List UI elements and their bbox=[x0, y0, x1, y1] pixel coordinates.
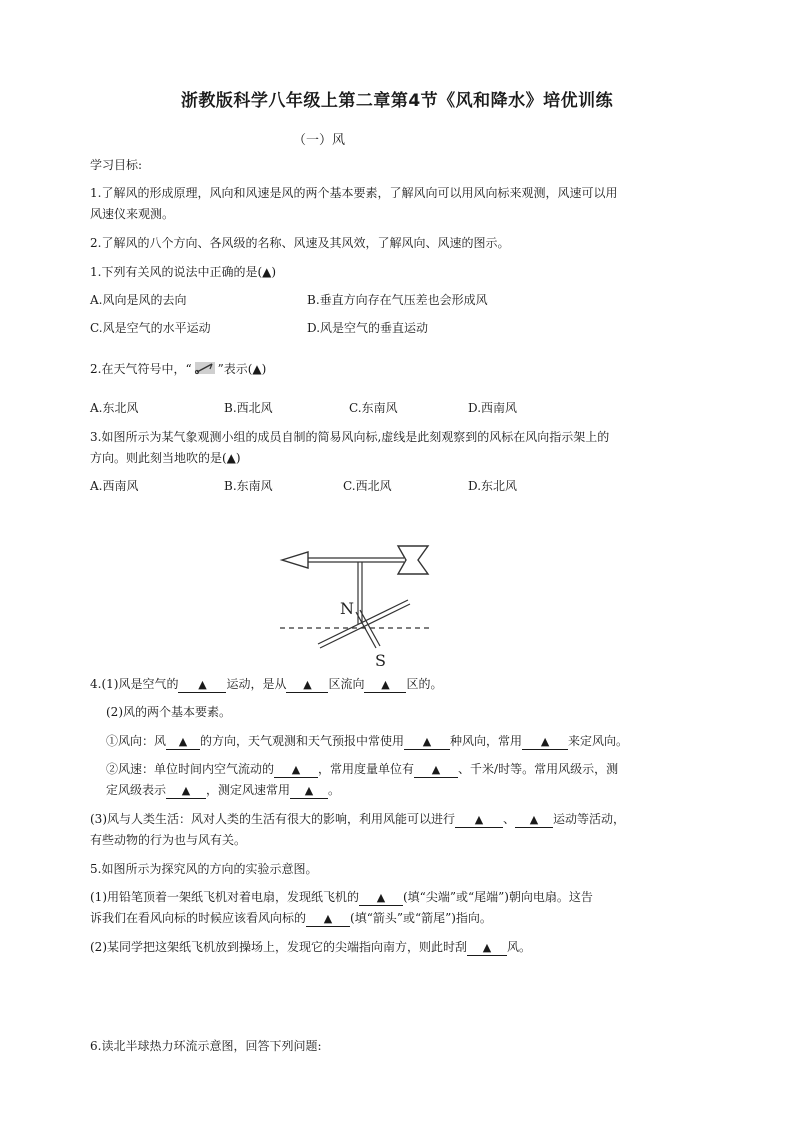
q5-stem: 5.如图所示为探究风的方向的实验示意图。 bbox=[90, 862, 318, 876]
answer-blank[interactable]: ▲ bbox=[166, 784, 206, 799]
answer-blank[interactable]: ▲ bbox=[455, 813, 503, 828]
q4-p5-text-a: 定风级表示 bbox=[106, 783, 167, 797]
q4-part-2-wind-speed bbox=[106, 761, 618, 778]
q4-p6-text-a: (3)风与人类生活：风对人类的生活有很大的影响，利用风能可以进行 bbox=[90, 812, 456, 826]
goals-label: 学习目标: bbox=[90, 158, 143, 172]
answer-blank[interactable]: ▲ bbox=[178, 678, 226, 693]
q2-option-d: D.西南风 bbox=[468, 401, 518, 415]
q3-option-c: C.西北风 bbox=[343, 479, 392, 493]
wind-symbol-icon bbox=[194, 361, 216, 375]
q1-option-c: C.风是空气的水平运动 bbox=[90, 321, 211, 335]
q4-p3-text-d: 来定风向。 bbox=[568, 734, 629, 748]
q4-p6-text-c: 运动等活动， bbox=[553, 812, 626, 826]
q4-p3-text-c: 种风向，常用 bbox=[450, 734, 523, 748]
cross-rod-b bbox=[320, 604, 410, 648]
q2-option-a: A.东北风 bbox=[90, 401, 139, 415]
q3-option-a: A.西南风 bbox=[90, 479, 139, 493]
q4-p4-text-c: 、千米/时等。常用风级示，测 bbox=[458, 762, 619, 776]
answer-blank[interactable]: ▲ bbox=[414, 763, 458, 778]
answer-blank[interactable]: ▲ bbox=[306, 912, 350, 927]
q2-option-c: C.东南风 bbox=[349, 401, 398, 415]
q4-part-3-cont: 有些动物的行为也与风有关。 bbox=[90, 833, 247, 847]
q4-part-2-wind-speed-cont bbox=[106, 782, 340, 799]
q1-stem: 1.下列有关风的说法中正确的是(▲) bbox=[90, 265, 277, 279]
answer-blank[interactable]: ▲ bbox=[290, 784, 328, 799]
answer-blank[interactable]: ▲ bbox=[404, 735, 450, 750]
answer-blank[interactable]: ▲ bbox=[467, 941, 507, 956]
q4-p6-text-b: 、 bbox=[503, 812, 516, 826]
section-heading: （一）风 bbox=[293, 133, 346, 148]
q5-p2-text-a: 诉我们在看风向标的时候应该看风向标的 bbox=[90, 911, 307, 925]
q2-stem-pre: 2.在天气符号中，“ bbox=[90, 362, 192, 376]
goal-2: 2.了解风的八个方向、各风级的名称、风速及其风效，了解风向、风速的图示。 bbox=[90, 236, 510, 250]
q1-option-a: A.风向是风的去向 bbox=[90, 293, 187, 307]
q4-p1-text-c: 区流向 bbox=[328, 677, 365, 691]
q3-option-b: B.东南风 bbox=[224, 479, 273, 493]
q4-p4-text-b: ，常用度量单位有 bbox=[318, 762, 415, 776]
vane-label-n: N bbox=[340, 599, 354, 618]
page-title: 浙教版科学八年级上第二章第4节《风和降水》培优训练 bbox=[180, 91, 614, 111]
q4-p1-text-a: 4.(1)风是空气的 bbox=[90, 677, 179, 691]
q4-p4-text-a: ②风速：单位时间内空气流动的 bbox=[106, 762, 275, 776]
answer-blank[interactable]: ▲ bbox=[359, 891, 403, 906]
q2-stem bbox=[90, 361, 266, 377]
q4-p1-text-b: 运动，是从 bbox=[226, 677, 287, 691]
q5-p1-text-a: (1)用铅笔顶着一架纸飞机对着电扇，发现纸飞机的 bbox=[90, 890, 359, 904]
q6-stem: 6.读北半球热力环流示意图，回答下列问题: bbox=[90, 1039, 322, 1053]
answer-blank[interactable]: ▲ bbox=[522, 735, 568, 750]
vane-tail bbox=[398, 546, 428, 574]
q5-part-1-line-2 bbox=[90, 910, 492, 927]
q5-p2-text-b: (填“箭头”或“箭尾”)指向。 bbox=[350, 911, 492, 925]
q4-part-3 bbox=[90, 811, 625, 828]
q4-p3-text-a: ①风向：风 bbox=[106, 734, 167, 748]
q4-p1-text-d: 区的。 bbox=[406, 677, 443, 691]
q2-stem-post: ”表示(▲) bbox=[217, 362, 267, 376]
goal-1-line-2: 风速仪来观测。 bbox=[90, 207, 175, 221]
q4-part-1 bbox=[90, 676, 443, 693]
goal-1-line-1: 1.了解风的形成原理，风向和风速是风的两个基本要素，了解风向可以用风向标来观测，风速可以用 bbox=[90, 186, 618, 200]
q2-option-b: B.西北风 bbox=[224, 401, 273, 415]
q4-p5-text-b: ，测定风速常用 bbox=[206, 783, 291, 797]
q5-part-1-line-1 bbox=[90, 889, 593, 906]
q5-part-2 bbox=[90, 939, 531, 956]
vane-arrowhead bbox=[282, 552, 308, 568]
answer-blank[interactable]: ▲ bbox=[286, 678, 328, 693]
q1-option-b: B.垂直方向存在气压差也会形成风 bbox=[307, 293, 488, 307]
q5-p1-text-b: (填“尖端”或“尾端”)朝向电扇。这告 bbox=[403, 890, 593, 904]
q3-stem-line-2: 方向。则此刻当地吹的是(▲) bbox=[90, 451, 241, 465]
q3-option-d: D.东北风 bbox=[468, 479, 518, 493]
q1-option-d: D.风是空气的垂直运动 bbox=[307, 321, 429, 335]
answer-blank[interactable]: ▲ bbox=[515, 813, 553, 828]
vane-label-s: S bbox=[375, 651, 386, 670]
answer-blank[interactable]: ▲ bbox=[364, 678, 406, 693]
q4-part-2-wind-direction bbox=[106, 733, 628, 750]
q5-p3-text-b: 风。 bbox=[507, 940, 532, 954]
q5-p3-text-a: (2)某同学把这架纸飞机放到操场上，发现它的尖端指向南方，则此时刮 bbox=[90, 940, 468, 954]
q4-p3-text-b: 的方向，天气观测和天气预报中常使用 bbox=[200, 734, 405, 748]
cross-rod-a bbox=[318, 600, 408, 644]
answer-blank[interactable]: ▲ bbox=[166, 735, 200, 750]
wind-vane-figure bbox=[278, 540, 438, 670]
q3-stem-line-1: 3.如图所示为某气象观测小组的成员自制的简易风向标,虚线是此刻观察到的风标在风向指示架上的 bbox=[90, 430, 610, 444]
q4-part-2: (2)风的两个基本要素。 bbox=[106, 705, 231, 719]
q4-p5-text-c: 。 bbox=[328, 783, 341, 797]
answer-blank[interactable]: ▲ bbox=[274, 763, 318, 778]
